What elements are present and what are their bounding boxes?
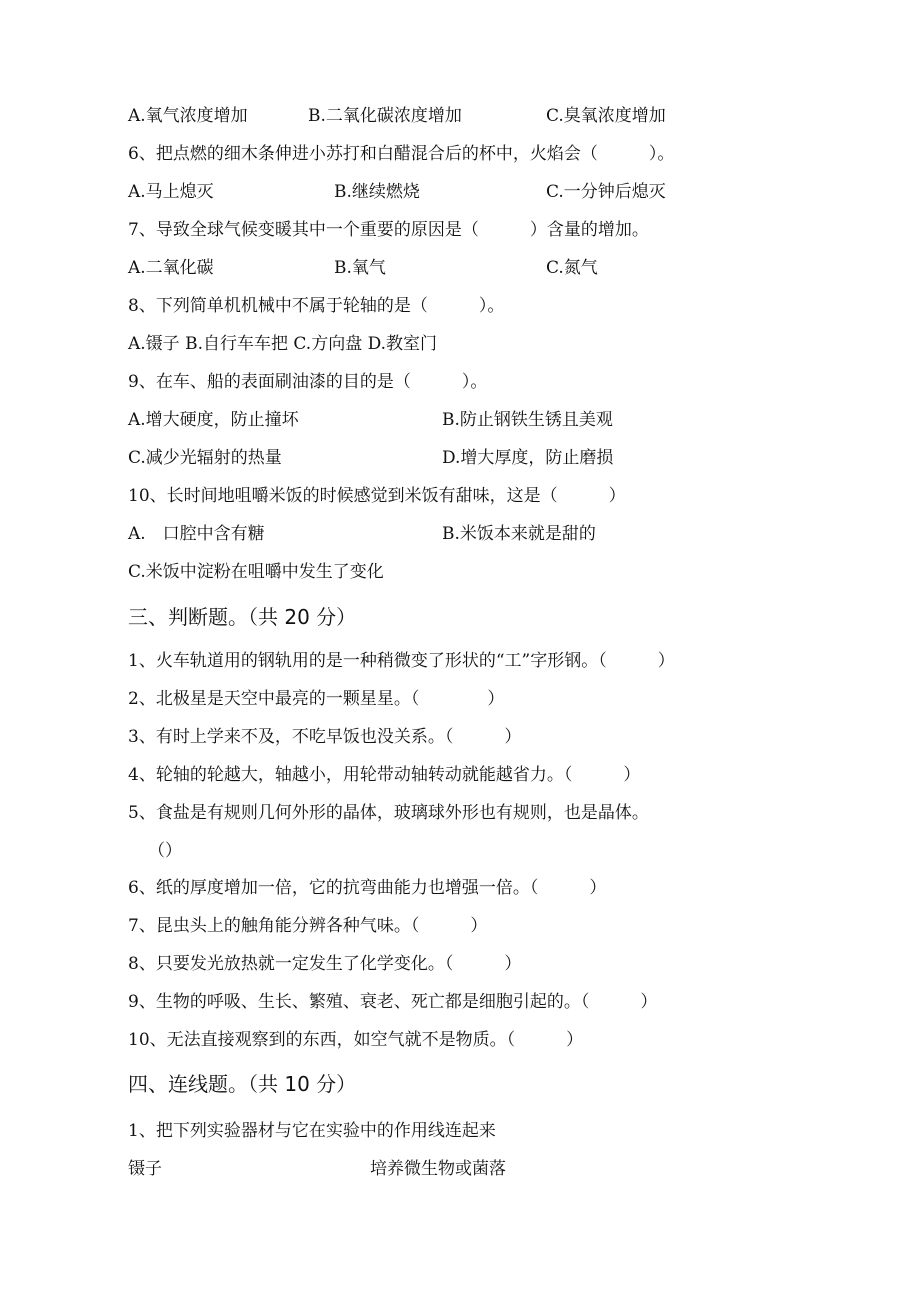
judge-item-5: 5、食盐是有规则几何外形的晶体，玻璃球外形也有规则，也是晶体。 xyxy=(128,803,649,823)
section-4-title: 四、连线题。（共 10 分） xyxy=(128,1072,357,1096)
question-10: 10、长时间地咀嚼米饭的时候感觉到米饭有甜味，这是（ ） xyxy=(128,486,626,506)
judge-item-4: 4、轮轴的轮越大，轴越小，用轮带动轴转动就能越省力。（ ） xyxy=(128,765,641,785)
q10-option-c: C.米饭中淀粉在咀嚼中发生了变化 xyxy=(128,562,384,582)
judge-item-9: 9、生物的呼吸、生长、繁殖、衰老、死亡都是细胞引起的。（ ） xyxy=(128,992,658,1012)
q5-option-c: C.臭氧浓度增加 xyxy=(546,106,666,126)
q10-option-a: A. 口腔中含有糖 xyxy=(128,524,265,544)
judge-item-3: 3、有时上学来不及，不吃早饭也没关系。（ ） xyxy=(128,727,522,747)
q6-option-a: A.马上熄灭 xyxy=(128,182,214,202)
q9-option-d: D.增大厚度，防止磨损 xyxy=(442,448,614,468)
q6-option-c: C.一分钟后熄灭 xyxy=(546,182,666,202)
matching-question-1: 1、把下列实验器材与它在实验中的作用线连起来 xyxy=(128,1121,496,1141)
judge-item-5-bracket: （） xyxy=(148,841,182,861)
judge-item-1: 1、火车轨道用的钢轨用的是一种稍微变了形状的“工”字形钢。（ ） xyxy=(128,651,675,671)
q7-option-a: A.二氧化碳 xyxy=(128,258,214,278)
judge-item-8: 8、只要发光放热就一定发生了化学变化。（ ） xyxy=(128,954,522,974)
question-6: 6、把点燃的细木条伸进小苏打和白醋混合后的杯中，火焰会（ ）。 xyxy=(128,144,675,164)
matching-right-item: 培养微生物或菌落 xyxy=(370,1159,506,1179)
section-3-title: 三、判断题。（共 20 分） xyxy=(128,605,357,629)
judge-item-7: 7、昆虫头上的触角能分辨各种气味。（ ） xyxy=(128,916,488,936)
q9-option-c: C.减少光辐射的热量 xyxy=(128,448,282,468)
q6-option-b: B.继续燃烧 xyxy=(334,182,420,202)
q5-option-a: A.氧气浓度增加 xyxy=(128,106,248,126)
q8-options: A.镊子 B.自行车车把 C.方向盘 D.教室门 xyxy=(128,334,438,354)
q7-option-c: C.氮气 xyxy=(546,258,598,278)
q9-option-b: B.防止钢铁生锈且美观 xyxy=(442,410,613,430)
q7-option-b: B.氧气 xyxy=(334,258,386,278)
question-9: 9、在车、船的表面刷油漆的目的是（ ）。 xyxy=(128,372,488,392)
q10-option-b: B.米饭本来就是甜的 xyxy=(442,524,596,544)
question-8: 8、下列简单机机械中不属于轮轴的是（ ）。 xyxy=(128,296,505,316)
judge-item-10: 10、无法直接观察到的东西，如空气就不是物质。（ ） xyxy=(128,1030,584,1050)
judge-item-2: 2、北极星是天空中最亮的一颗星星。（ ） xyxy=(128,689,505,709)
question-7: 7、导致全球气候变暖其中一个重要的原因是（ ）含量的增加。 xyxy=(128,220,649,240)
matching-left-item: 镊子 xyxy=(128,1159,162,1179)
judge-item-6: 6、纸的厚度增加一倍，它的抗弯曲能力也增强一倍。（ ） xyxy=(128,878,607,898)
q9-option-a: A.增大硬度，防止撞坏 xyxy=(128,410,299,430)
q5-option-b: B.二氧化碳浓度增加 xyxy=(308,106,462,126)
